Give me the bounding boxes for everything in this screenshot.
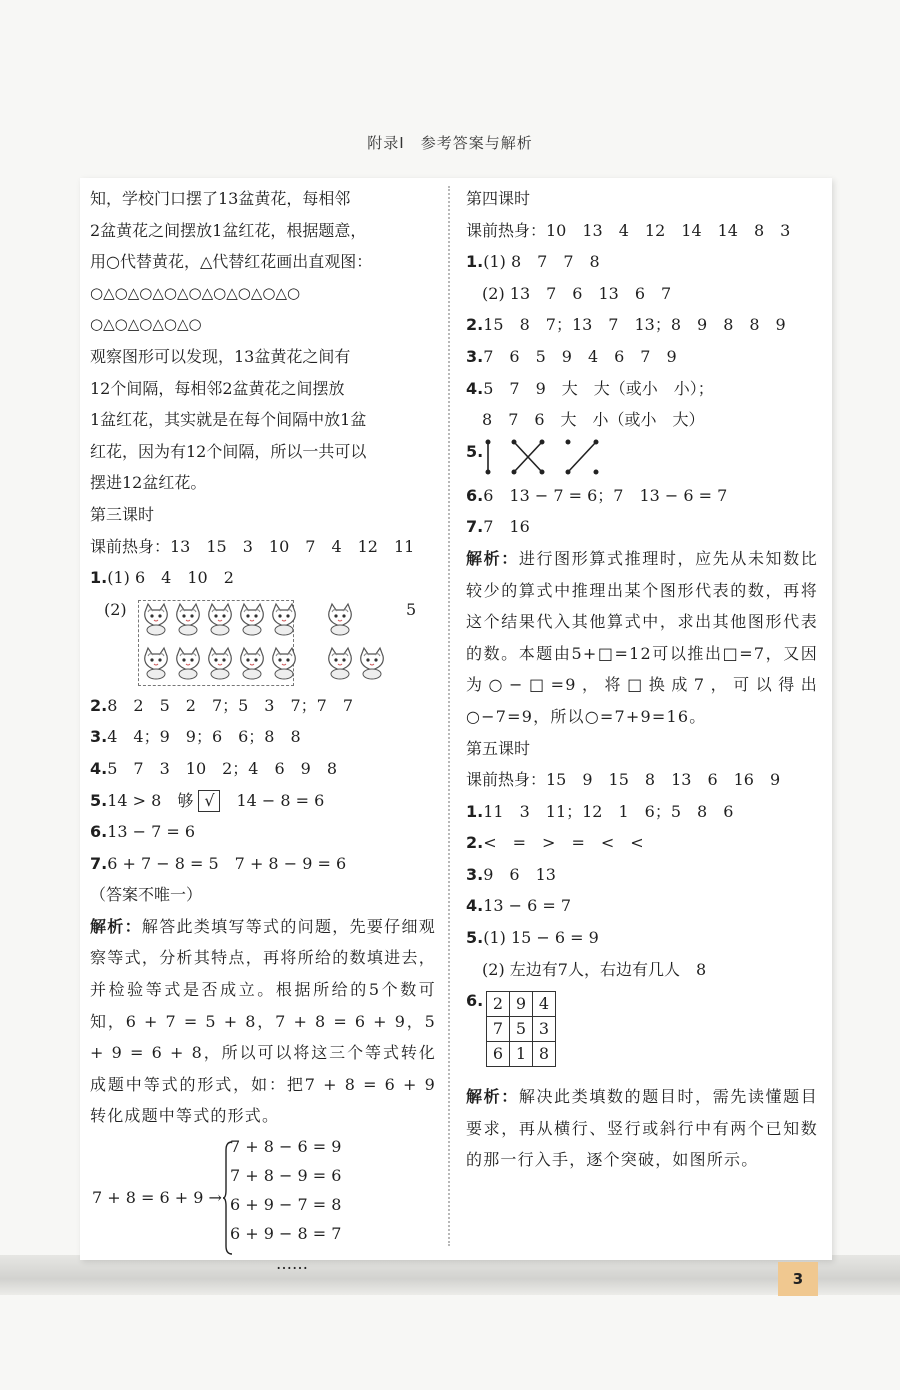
r-q3 [466,341,818,373]
r-q2 [466,309,818,341]
q-number: 1. [466,252,484,272]
r-q1-1 [466,246,818,278]
analysis-text: 解答此类填写等式的问题，先要仔细观察等式，分析其特点，再将所给的数填进去，并检验等式是否成立。根据所给的5个数可知，6 + 7 = 5 + 8，7 + 8 = 6 + 9，5 + 9 = 6 + 8，所以可以将这三个等式转化成题中等式的形式，如：把7 + 8 = 6 + 9转化成题中等式的形式。 [90,916,436,1126]
s5-q2 [466,827,818,859]
q4 [90,753,436,785]
r-q4-a [466,373,818,405]
q5-answer-b: 14 − 8 = 6 [236,790,325,810]
cat-icons [130,594,450,690]
check-box: √ [198,790,220,812]
q-number: 1. [466,801,484,821]
q-number: 1. [90,568,108,588]
brace-source-eq: 7 + 8 = 6 + 9 → [92,1188,222,1208]
left-column [90,183,436,1274]
q-number: 5. [90,790,108,810]
r-q6-answer: 6 13 − 7 = 6；7 13 − 6 = 7 [483,485,728,505]
s5-q4 [466,890,818,922]
q-number: 5. [466,441,484,461]
q-number: 3. [90,727,108,747]
r-q1-2 [466,278,818,310]
r-q4-answer-a: 5 7 9 大 大（或小 小）； [483,378,714,398]
analysis-label: 解析： [90,916,142,936]
cats-figure [90,594,436,690]
observe-line-3: 1盆红花，其实就是在每个间隔中放1盆 [90,410,367,430]
r-q7 [466,511,818,543]
q6-answer: 13 − 7 = 6 [107,822,196,842]
analysis-text: 进行图形算式推理时，应先从未知数比较少的算式中推理出某个图形代表的数，再将这个结果代入其他算式中，求出其他图形代表的数。本题由5+□=12可以推出□=7，又因为○−□=9，将□换成7，可以得出○−7=9，所以○=7+9=16。 [466,548,818,726]
q-number: 6. [90,822,108,842]
s5-q5-1-answer: (1) 15 − 6 = 9 [483,928,599,948]
s5-q5-2-answer: (2) 左边有7人，右边有几人 8 [482,959,707,979]
section-3-title: 第三课时 [90,504,155,524]
q1-2-answer: 5 [406,599,417,619]
q-number: 2. [466,833,484,853]
brace-equations [90,1132,436,1274]
brace-eq-2: 7 + 8 − 9 = 6 [230,1166,342,1186]
observe-line-1: 观察图形可以发现，13盆黄花之间有 [90,346,351,366]
brace-eq-4: 6 + 9 − 8 = 7 [230,1224,342,1244]
right-column [466,183,818,1176]
r-q4-b [466,404,818,436]
q-number: 6. [466,991,484,1011]
q-number: 7. [90,853,108,873]
r-q7-answer: 7 16 [483,517,530,537]
analysis-paragraph [90,911,436,1132]
q3-answer: 4 4；9 9；6 6；8 8 [107,727,301,747]
intro-line-1: 知，学校门口摆了13盆黄花，每相邻 [90,189,351,208]
brace-eq-3: 6 + 9 − 7 = 8 [230,1195,342,1215]
s5-q3 [466,859,818,891]
s5-q2-answer: < = > = < < [483,833,644,853]
intro-line-2: 2盆黄花之间摆放1盆红花，根据题意， [90,220,367,240]
q-number: 4. [466,896,484,916]
intro-line-3: 用○代替黄花，△代替红花画出直观图： [90,252,373,272]
s5-q1 [466,796,818,828]
r-q2-answer: 15 8 7；13 7 13；8 9 8 8 9 [483,315,786,335]
analysis-label: 解析： [466,1087,519,1107]
q3 [90,721,436,753]
q-number: 4. [90,758,108,778]
section-5-title: 第五课时 [466,738,531,758]
shape-row-2: ○△○△○△○△○ [90,315,202,334]
grid-cell: 2 [487,992,510,1017]
grid-cell: 4 [533,992,556,1017]
q-number: 2. [466,315,484,335]
observe-line-5: 摆进12盆红花。 [90,473,207,493]
q1-1-answer: (1) 6 4 10 2 [107,568,234,588]
grid-cell: 5 [510,1017,533,1042]
q4-answer: 5 7 3 10 2；4 6 9 8 [107,758,338,778]
q2-answer: 8 2 5 2 7；5 3 7；7 7 [107,695,354,715]
column-divider [448,186,450,1246]
q5-dot-figure [466,436,818,480]
s5-q1-answer: 11 3 11；12 1 6；5 8 6 [483,801,734,821]
q7-note: （答案不唯一） [90,885,203,905]
section-4-title: 第四课时 [466,189,531,208]
observe-line-2: 12个间隔，每相邻2盆黄花之间摆放 [90,378,345,398]
q-number: 2. [90,695,108,715]
shape-row-1: ○△○△○△○△○△○△○△○△○ [90,283,301,302]
q-number: 6. [466,485,484,505]
q7 [90,848,436,880]
grid-cell: 7 [487,1017,510,1042]
s5-q3-answer: 9 6 13 [483,864,556,884]
q1-part1 [90,562,436,594]
s5-q5-2 [466,954,818,986]
brace-ellipsis: …… [276,1254,308,1274]
s5-q4-answer: 13 − 6 = 7 [483,896,572,916]
r-q6 [466,480,818,512]
q-number: 5. [466,928,484,948]
q-number: 3. [466,346,484,366]
dot-lines-figure [484,438,604,478]
page-header: 附录Ⅰ 参考答案与解析 [367,134,533,152]
brace-eq-1: 7 + 8 − 6 = 9 [230,1137,342,1157]
analysis-paragraph-5 [466,1081,818,1176]
r-q4-answer-b: 8 7 6 大 小（或小 大） [482,410,705,430]
page-number: 3 [778,1262,818,1296]
grid-cell: 1 [510,1042,533,1067]
analysis-label: 解析： [466,548,519,568]
analysis-text: 解决此类填数的题目时，需先读懂题目要求，再从横行、竖行或斜行中有两个已知数的那一行入手，逐个突破，如图所示。 [466,1087,818,1170]
analysis-paragraph-4 [466,543,818,733]
r-q1-2-answer: (2) 13 7 6 13 6 7 [482,283,672,303]
warmup-4: 课前热身：10 13 4 12 14 14 8 3 [466,220,791,240]
r-q1-1-answer: (1) 8 7 7 8 [483,252,600,272]
s5-q5-1 [466,922,818,954]
observe-line-4: 红花，因为有12个间隔，所以一共可以 [90,441,367,461]
q-number: 3. [466,864,484,884]
q7-answer: 6 + 7 − 8 = 5 7 + 8 − 9 = 6 [107,853,347,873]
grid-cell: 6 [487,1042,510,1067]
q1-2-label: (2) [104,599,127,619]
q5-answer-a: 14 > 8 够 [107,790,194,810]
magic-square-figure [466,985,818,1081]
q6 [90,816,436,848]
q2 [90,690,436,722]
grid-cell: 3 [533,1017,556,1042]
warmup-5: 课前热身：15 9 15 8 13 6 16 9 [466,770,781,790]
brace-eq-list [230,1132,341,1248]
grid-cell: 9 [510,992,533,1017]
q5 [90,785,436,817]
warmup-3: 课前热身：13 15 3 10 7 4 12 11 [90,536,415,556]
r-q3-answer: 7 6 5 9 4 6 7 9 [483,346,677,366]
q-number: 7. [466,517,484,537]
q-number: 4. [466,378,484,398]
grid-cell: 8 [533,1042,556,1067]
magic-square [486,991,556,1067]
